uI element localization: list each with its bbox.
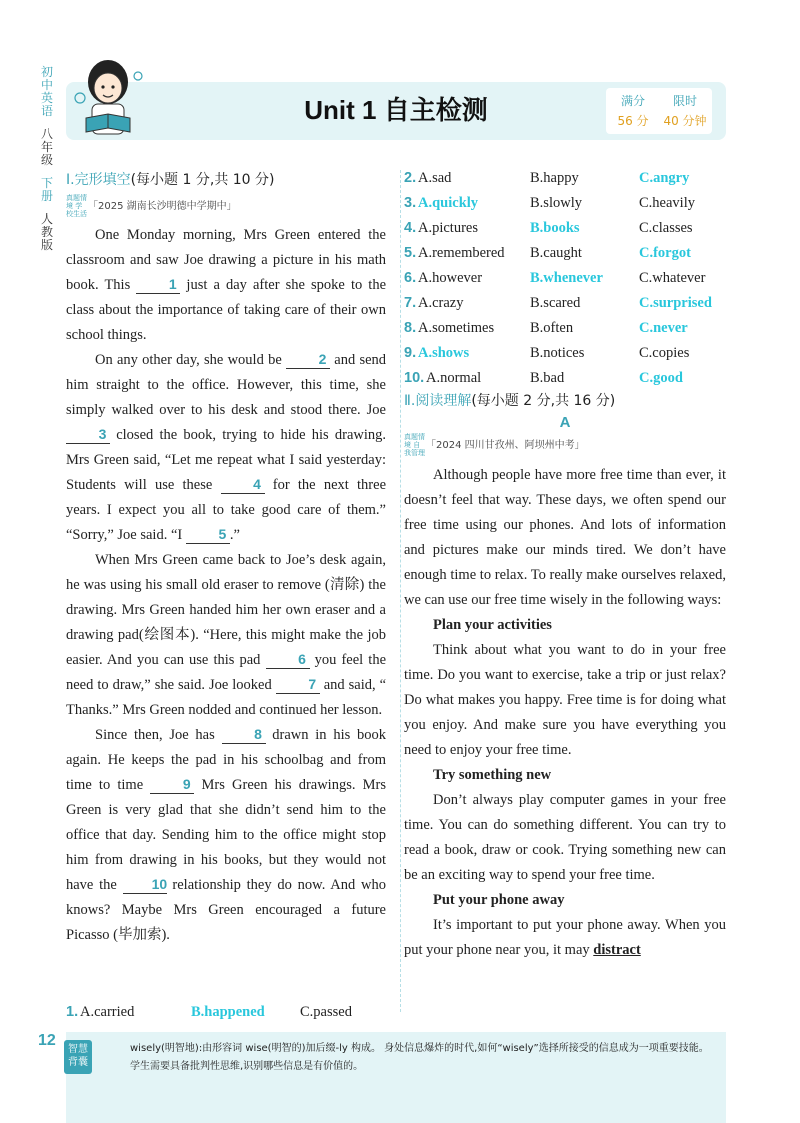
cloze-paragraph-4: Since then, Joe has 8 drawn in his book again. He keeps the pad in his schoolbag and from time to time 9 Mrs Green his drawings. Mrs Green is very glad that she didn’t send him to the office that day. Sending him to the office might stop him from drawing in his books, but they would not have the 10 relationship they do now. And who knows? Maybe Mrs Green encouraged a future Picasso (毕加索).: [66, 726, 387, 943]
options-row-1: [66, 1000, 386, 1025]
reading-text-3: It’s important to put your phone away. When you put your phone near you, it may distract: [404, 917, 726, 958]
reading-passage: [404, 463, 726, 963]
option-b[interactable]: B.slowly: [530, 195, 582, 211]
side-volume: 下 册: [40, 176, 53, 203]
section2-source: 真题情境 自我管理「2024 四川甘孜州、阿坝州中考」: [404, 433, 585, 457]
option-c[interactable]: C.passed: [300, 1004, 352, 1020]
option-a[interactable]: A.crazy: [418, 295, 464, 311]
score-value: 56 分: [617, 114, 649, 128]
option-a[interactable]: A.pictures: [418, 220, 478, 236]
option-row: 3. A.quickly B.slowly C.heavily: [404, 191, 726, 216]
option-b[interactable]: B.whenever: [530, 270, 603, 286]
blank-6[interactable]: 6: [266, 650, 310, 669]
options-list: [404, 166, 726, 391]
key-word: distract: [593, 942, 641, 958]
reading-text-2: Don’t always play computer games in your free time. You can do something different. You can try to read a book, draw or cook. Trying something new can be an exciting way to spend your free time.: [404, 792, 726, 883]
wisdom-pack-badge: 智慧背囊: [64, 1040, 92, 1074]
side-strip: [36, 66, 58, 252]
blank-5[interactable]: 5: [186, 525, 230, 544]
section1-source: 真题情境 学校生活「2025 湖南长沙明德中学期中」: [66, 194, 237, 218]
score-label: 满分: [620, 94, 645, 108]
option-b[interactable]: B.notices: [530, 345, 585, 361]
option-row: 9. A.shows B.notices C.copies: [404, 341, 726, 366]
option-b[interactable]: B.happy: [530, 170, 579, 186]
blank-1[interactable]: 1: [136, 275, 180, 294]
blank-7[interactable]: 7: [276, 675, 320, 694]
option-c[interactable]: C.whatever: [639, 270, 706, 286]
blank-10[interactable]: 10: [123, 875, 167, 894]
option-a[interactable]: A.remembered: [418, 245, 505, 261]
score-time-box: [606, 88, 712, 134]
header-banner: [66, 82, 726, 140]
option-a[interactable]: A.shows: [418, 345, 470, 361]
reading-intro: Although people have more free time than ever, it doesn’t feel that way. These days, we often spend our free time using our phones. And lots of information and pictures make our minds tired. We don’t have enough time to relax. To really make ourselves relaxed, we can use our free time wisely in the following ways:: [404, 467, 726, 608]
option-row: 10. A.normal B.bad C.good: [404, 366, 726, 391]
part-a-label: A: [559, 414, 571, 431]
blank-2[interactable]: 2: [286, 350, 330, 369]
blank-9[interactable]: 9: [150, 775, 194, 794]
option-row: 2. A.sad B.happy C.angry: [404, 166, 726, 191]
reading-heading-2: Try something new: [433, 767, 552, 783]
option-a[interactable]: A.carried: [80, 1004, 135, 1020]
side-edition: 人 教 版: [40, 212, 53, 252]
section2-heading: Ⅱ.阅读理解(每小题 2 分,共 16 分): [404, 393, 616, 409]
cloze-paragraph-1: One Monday morning, Mrs Green entered the classroom and saw Joe drawing a picture in his math book. This 1 just a day after she spoke to the class about the importance of taking care of their own school things.: [66, 227, 387, 343]
option-b[interactable]: B.scared: [530, 295, 581, 311]
option-row: 5. A.remembered B.caught C.forgot: [404, 241, 726, 266]
option-row: 1. A.carried B.happened C.passed: [66, 1000, 386, 1025]
option-c[interactable]: C.copies: [639, 345, 690, 361]
blank-3[interactable]: 3: [66, 425, 110, 444]
option-c[interactable]: C.classes: [639, 220, 693, 236]
page-number: 12: [38, 1032, 56, 1049]
option-c[interactable]: C.heavily: [639, 195, 695, 211]
option-b[interactable]: B.caught: [530, 245, 582, 261]
option-c[interactable]: C.surprised: [639, 295, 712, 311]
option-row: 6. A.however B.whenever C.whatever: [404, 266, 726, 291]
side-series: 初 中 英 语: [40, 65, 53, 118]
student-reading-illustration: [68, 56, 150, 142]
option-row: 8. A.sometimes B.often C.never: [404, 316, 726, 341]
reading-heading-1: Plan your activities: [433, 617, 552, 633]
section1-heading: Ⅰ.完形填空(每小题 1 分,共 10 分): [66, 172, 275, 188]
option-b[interactable]: B.happened: [191, 1004, 265, 1020]
blank-4[interactable]: 4: [221, 475, 265, 494]
option-c[interactable]: C.never: [639, 320, 688, 336]
page-title: Unit 1 自主检测: [304, 95, 488, 125]
option-b[interactable]: B.often: [530, 320, 574, 336]
right-column: [404, 166, 726, 963]
left-column: [66, 170, 386, 948]
blank-8[interactable]: 8: [222, 725, 266, 744]
side-grade: 八 年 级: [40, 127, 53, 167]
footer-tip: wisely(明智地):由形容词 wise(明智的)加后缀-ly 构成。 身处信息爆炸的时代,如何“wisely”选择所接受的信息成为一项重要技能。 学生需要具备批判性思维,识别哪些信息是有价值的。: [130, 1043, 709, 1072]
cloze-paragraph-2: On any other day, she would be 2 and send him straight to the office. However, this time, she simply walked over to his desk and stood there. Joe 3 closed the book, trying to hide his drawing. Mrs Green said, “Let me repeat what I said yesterday: Students will use these 4 for the next three years. I expect you all to take good care of them.” “Sorry,” Joe said. “I 5 .”: [66, 351, 387, 543]
option-c[interactable]: C.forgot: [639, 245, 691, 261]
option-c[interactable]: C.angry: [639, 170, 690, 186]
option-a[interactable]: A.sometimes: [418, 320, 495, 336]
column-divider: [400, 170, 401, 1012]
option-a[interactable]: A.normal: [426, 370, 482, 386]
option-a[interactable]: A.however: [418, 270, 483, 286]
option-a[interactable]: A.quickly: [418, 195, 479, 211]
reading-heading-3: Put your phone away: [433, 892, 565, 908]
option-a[interactable]: A.sad: [418, 170, 452, 186]
cloze-passage: [66, 223, 386, 948]
time-label: 限时: [672, 94, 697, 108]
option-row: 7. A.crazy B.scared C.surprised: [404, 291, 726, 316]
time-value: 40 分钟: [663, 114, 707, 128]
option-c[interactable]: C.good: [639, 370, 683, 386]
cloze-paragraph-3: When Mrs Green came back to Joe’s desk again, he was using his small old eraser to remove (清除) the drawing. Mrs Green handed him her own eraser and a drawing pad(绘图本). “Here, this might make the job easier. And you can use this pad 6 you feel the need to draw,” she said. Joe looked 7 and said, “ Thanks.” Mrs Green nodded and continued her lesson.: [66, 552, 387, 718]
reading-text-1: Think about what you want to do in your free time. Do you want to exercise, take a trip or just relax? Do what makes you happy. Free time is for doing what you enjoy. And make sure you have everything you need to enjoy your free time.: [404, 642, 726, 758]
option-b[interactable]: B.bad: [530, 370, 565, 386]
option-row: 4. A.pictures B.books C.classes: [404, 216, 726, 241]
option-b[interactable]: B.books: [530, 220, 580, 236]
